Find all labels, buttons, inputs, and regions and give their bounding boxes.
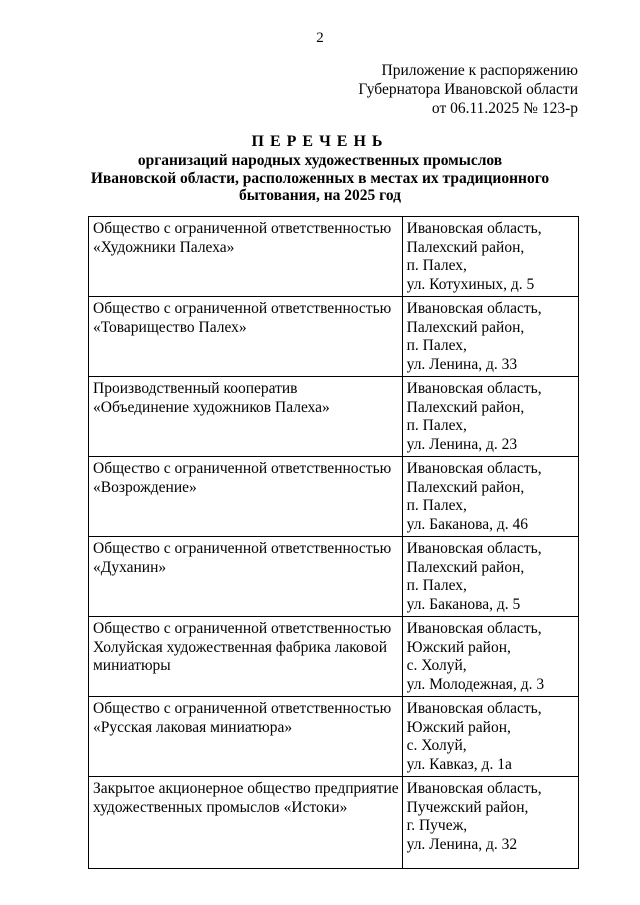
organization-name-line: «Художники Палеха»	[93, 238, 235, 256]
organization-address-line: ул. Ленина, д. 33	[406, 355, 518, 373]
organization-name-cell	[89, 377, 403, 457]
organization-address-line: Ивановская область,	[406, 220, 542, 237]
organization-address-line: Палехский район,	[406, 318, 525, 336]
organization-address-line: Ивановская область,	[406, 460, 542, 477]
organization-address-line: Ивановская область,	[406, 700, 542, 717]
organization-name-line: «Товарищество Палех»	[93, 318, 247, 336]
organization-name-cell	[89, 777, 403, 869]
organization-address-line: ул. Ленина, д. 32	[406, 835, 518, 853]
appendix-line: Губернатора Ивановской области	[358, 81, 578, 98]
organization-address-line: с. Холуй,	[406, 657, 467, 674]
organization-address-line: Южский район,	[406, 638, 511, 656]
organization-address-line: Палехский район,	[406, 398, 525, 416]
organization-name-line: Общество с ограниченной ответственностью	[93, 220, 392, 237]
organization-name-cell	[89, 697, 403, 777]
table-row	[89, 697, 579, 777]
organization-address-line: п. Палех,	[406, 417, 467, 434]
organization-address-line: п. Палех,	[406, 497, 467, 514]
organization-name-line: Общество с ограниченной ответственностью	[93, 460, 392, 477]
organization-name-line: «Возрождение»	[93, 478, 197, 496]
page-number: 2	[316, 30, 324, 46]
organization-name-line: Общество с ограниченной ответственностью	[93, 300, 392, 317]
appendix-header	[358, 61, 578, 118]
table-row	[89, 617, 579, 697]
table-row	[89, 217, 579, 297]
organization-name-line: Закрытое акционерное общество предприятие	[93, 780, 399, 797]
organization-address-line: Пучежский район,	[406, 798, 529, 816]
organization-address-line: Ивановская область,	[406, 300, 542, 317]
organization-name-cell	[89, 617, 403, 697]
organization-address-line: ул. Баканова, д. 46	[406, 515, 529, 533]
title-main: ПЕРЕЧЕНЬ	[251, 133, 389, 150]
organization-address-line: с. Холуй,	[406, 737, 467, 754]
organization-address-line: ул. Ленина, д. 23	[406, 435, 518, 453]
appendix-line: Приложение к распоряжению	[381, 62, 578, 79]
organization-address-cell	[402, 777, 578, 869]
organization-name-line: Общество с ограниченной ответственностью	[93, 620, 392, 637]
table-row	[89, 297, 579, 377]
organization-address-cell	[402, 537, 578, 617]
organization-address-line: Южский район,	[406, 718, 511, 736]
organization-name-line: «Объединение художников Палеха»	[93, 398, 330, 416]
appendix-date-line: от 06.11.2025 № 123-р	[431, 100, 578, 117]
organization-name-cell	[89, 537, 403, 617]
organization-address-line: Ивановская область,	[406, 780, 542, 797]
organization-address-cell	[402, 297, 578, 377]
title-subtitle-line: бытования, на 2025 год	[239, 187, 401, 204]
organization-address-line: ул. Баканова, д. 5	[406, 595, 521, 613]
organization-name-line: Общество с ограниченной ответственностью	[93, 700, 392, 717]
organizations-table	[88, 216, 579, 869]
table-row	[89, 537, 579, 617]
organization-address-line: Палехский район,	[406, 238, 525, 256]
organization-name-cell	[89, 297, 403, 377]
title-subtitle-line: организаций народных художественных промыслов	[137, 152, 503, 169]
organization-address-line: Палехский район,	[406, 478, 525, 496]
organization-address-line: п. Палех,	[406, 337, 467, 354]
organization-name-line: «Духанин»	[93, 558, 167, 576]
document-title	[0, 132, 640, 205]
organization-address-line: Ивановская область,	[406, 380, 542, 397]
organization-address-line: ул. Котухиных, д. 5	[406, 275, 535, 293]
organization-name-line: художественных промыслов «Истоки»	[93, 798, 348, 816]
organization-address-cell	[402, 697, 578, 777]
organization-name-line: Холуйская художественная фабрика лаковой	[93, 638, 388, 656]
table-row	[89, 777, 579, 869]
organization-address-line: ул. Молодежная, д. 3	[406, 675, 545, 693]
organization-address-line: ул. Кавказ, д. 1а	[406, 755, 512, 773]
organization-name-cell	[89, 457, 403, 537]
organization-name-line: миниатюры	[93, 657, 171, 674]
organization-address-cell	[402, 377, 578, 457]
organization-address-cell	[402, 617, 578, 697]
organization-address-line: п. Палех,	[406, 257, 467, 274]
organization-name-line: Общество с ограниченной ответственностью	[93, 540, 392, 557]
title-subtitle-line: Ивановской области, расположенных в местах их традиционного	[90, 169, 550, 187]
organization-address-line: п. Палех,	[406, 577, 467, 594]
table-row	[89, 377, 579, 457]
organization-name-cell	[89, 217, 403, 297]
organization-address-cell	[402, 217, 578, 297]
organization-address-line: г. Пучеж,	[406, 817, 468, 834]
organization-name-line: «Русская лаковая миниатюра»	[93, 718, 293, 736]
table-row	[89, 457, 579, 537]
organization-name-line: Производственный кооператив	[93, 380, 298, 397]
organization-address-cell	[402, 457, 578, 537]
organization-address-line: Палехский район,	[406, 558, 525, 576]
organization-address-line: Ивановская область,	[406, 540, 542, 557]
organization-address-line: Ивановская область,	[406, 620, 542, 637]
